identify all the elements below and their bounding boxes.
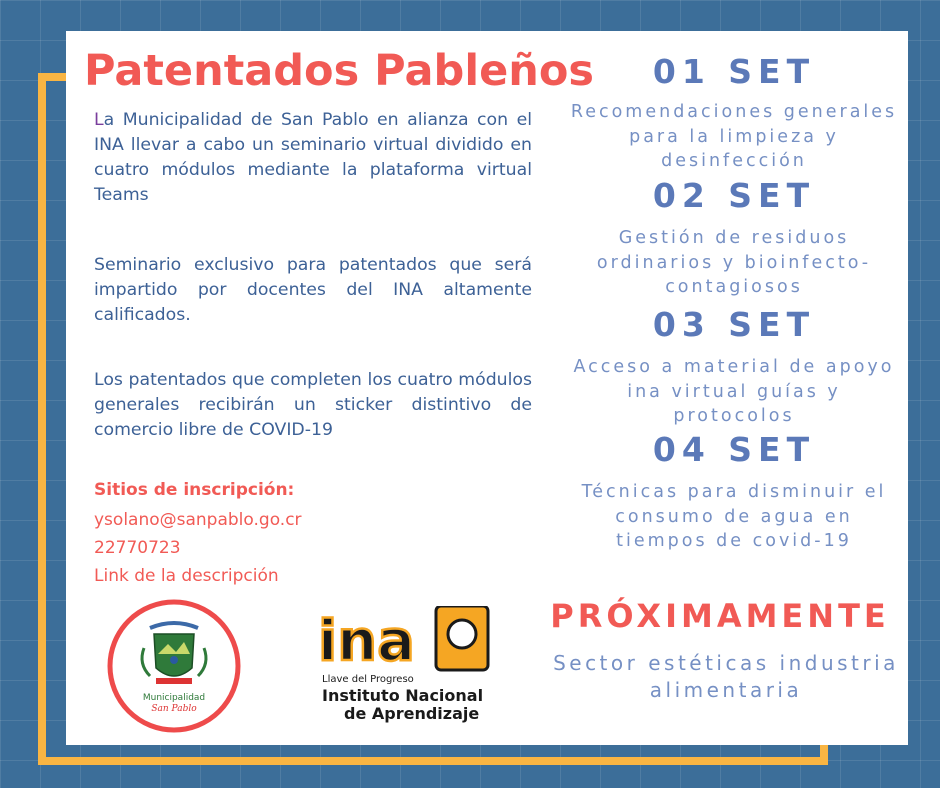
session-date: 03 SET (652, 305, 816, 344)
crest-shield-icon (154, 634, 194, 676)
ina-logo-word: ina (318, 609, 415, 674)
sticker-paragraph: Los patentados que completen los cuatro módulos generales recibirán un sticker distintivo de comercio libre de COVID-19 (94, 370, 532, 440)
session-description: Recomendaciones generales para la limpieza y desinfección (570, 102, 898, 171)
municipal-logo-line1: Municipalidad (142, 693, 206, 703)
page-title: Patentados Pableños (84, 46, 594, 96)
session-date: 01 SET (652, 52, 816, 91)
session-description: Gestión de residuos ordinarios y bioinfecto-contagiosos (596, 228, 872, 297)
intro-first-letter: L (94, 110, 104, 130)
session-4 (566, 430, 902, 560)
intro-text: a Municipalidad de San Pablo en alianza con el INA llevar a cabo un seminario virtual dividido en cuatro módulos mediante la plataforma virtual Teams (94, 110, 532, 205)
session-1 (566, 52, 902, 182)
session-description: Acceso a material de apoyo ina virtual guías y protocolos (573, 357, 895, 426)
session-3 (566, 305, 902, 435)
intro-paragraph (94, 108, 532, 208)
ina-name-line2: de Aprendizaje (344, 704, 480, 723)
registration-phone[interactable]: 22770723 (94, 538, 181, 558)
ina-tagline: Llave del Progreso (322, 674, 414, 685)
session-date: 02 SET (652, 176, 816, 215)
upcoming-subtitle: Sector estéticas industria alimentaria (553, 651, 899, 702)
ina-logo (318, 606, 494, 726)
upcoming-title: PRÓXIMAMENTE (550, 597, 890, 635)
session-2 (566, 176, 902, 306)
municipal-logo (106, 598, 242, 734)
session-description: Técnicas para disminuir el consumo de agua en tiempos de covid-19 (581, 482, 887, 551)
ina-name-line1: Instituto Nacional (322, 686, 484, 705)
registration-link[interactable]: Link de la descripción (94, 566, 279, 586)
registration-email[interactable]: ysolano@sanpablo.go.cr (94, 510, 302, 530)
municipal-logo-line2: San Pablo (151, 704, 197, 714)
exclusive-paragraph: Seminario exclusivo para patentados que será impartido por docentes del INA altamente calificados. (94, 255, 532, 325)
session-date: 04 SET (652, 430, 816, 469)
registration-title: Sitios de inscripción: (94, 480, 295, 500)
